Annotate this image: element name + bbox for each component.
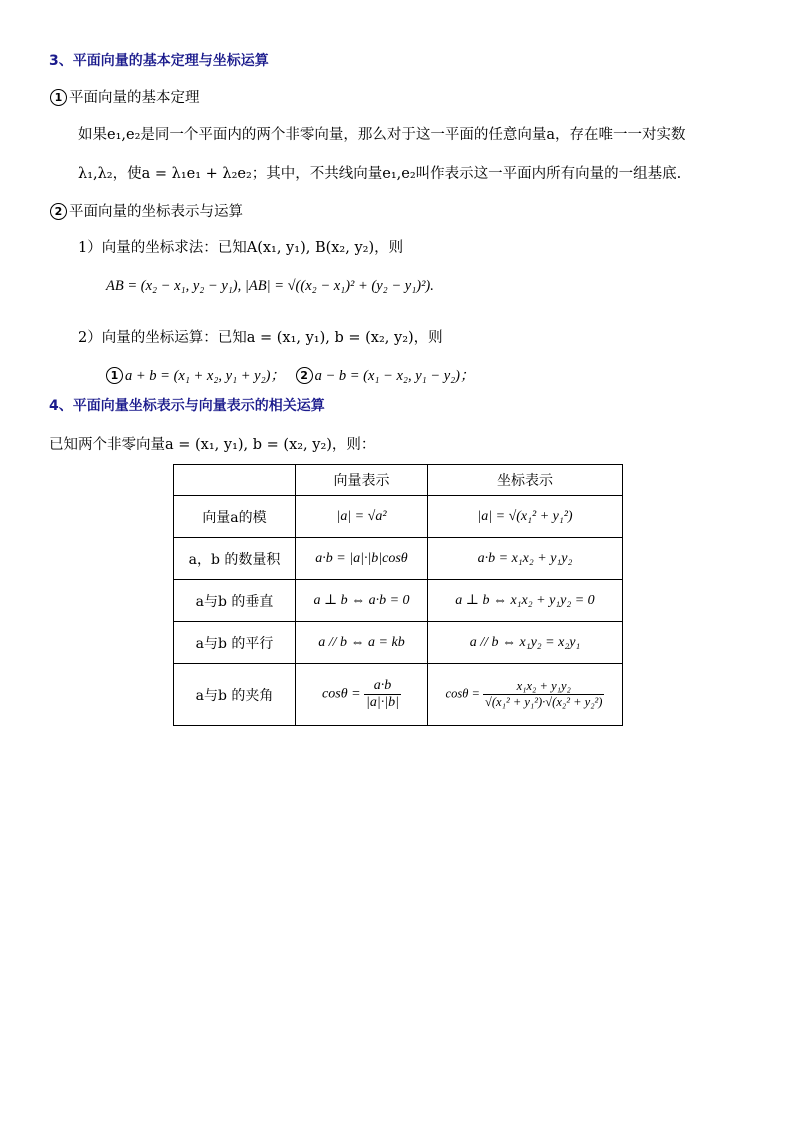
vector-expression: |a| = √a² [296, 496, 428, 538]
denominator: √(x₁² + y₁²)·√(x₂² + y₂²) [485, 695, 603, 709]
coord-method-label: 1）向量的坐标求法：已知A(x₁, y₁), B(x₂, y₂)，则 [78, 240, 404, 256]
circled-number: 1 [106, 367, 123, 384]
row-label: 向量a的模 [174, 496, 296, 538]
table-header-cell: 向量表示 [296, 465, 428, 496]
vector-expression: a·b = |a|·|b|cosθ [296, 538, 428, 580]
vector-expression: a ⊥ b ⇔ a·b = 0 [296, 580, 428, 622]
circled-number: 1 [50, 89, 67, 106]
vector-expression: a // b ⇔ a = kb [296, 622, 428, 664]
table-header-cell [174, 465, 296, 496]
subsection-title: 平面向量的基本定理 [69, 90, 200, 106]
row-label: a与b 的夹角 [174, 664, 296, 726]
coord-method-formula: AB = (x₂ − x₁, y₂ − y₁), |AB| = √((x₂ − x₁)² + (y₂ − y₁)²). [106, 278, 434, 294]
theorem-line-2: λ₁,λ₂，使a = λ₁e₁ + λ₂e₂；其中，不共线向量e₁,e₂叫作表示这一平面内所有向量的一组基底. [78, 166, 682, 182]
section4-intro: 已知两个非零向量a = (x₁, y₁), b = (x₂, y₂)，则： [49, 437, 376, 453]
table-row [174, 622, 623, 664]
coord-ops-formulas [106, 364, 475, 385]
table-row [174, 664, 623, 726]
table-row [174, 538, 623, 580]
table-row [174, 580, 623, 622]
numerator: a·b [364, 678, 401, 695]
table-header-row [174, 465, 623, 496]
circled-number: 2 [50, 203, 67, 220]
coordinate-expression: a // b ⇔ x₁y₂ = x₂y₁ [428, 622, 623, 664]
theorem-line-1: 如果e₁,e₂是同一个平面内的两个非零向量，那么对于这一平面的任意向量a，存在唯一一对实数 [78, 127, 686, 143]
coordinate-expression: a ⊥ b ⇔ x₁x₂ + y₁y₂ = 0 [428, 580, 623, 622]
row-label: a与b 的平行 [174, 622, 296, 664]
subsection-2 [50, 200, 243, 221]
vector-operations-table [173, 464, 623, 726]
vector-angle-expression [296, 664, 428, 726]
section4-heading: 4、平面向量坐标表示与向量表示的相关运算 [49, 398, 325, 414]
section3-heading: 3、平面向量的基本定理与坐标运算 [49, 53, 269, 69]
vector-sum-formula: a + b = (x₁ + x₂, y₁ + y₂)； [125, 368, 285, 384]
fraction [483, 679, 604, 710]
cos-lhs: cosθ = [322, 686, 361, 702]
circled-number: 2 [296, 367, 313, 384]
row-label: a，b 的数量积 [174, 538, 296, 580]
table-row [174, 496, 623, 538]
coordinate-expression: a·b = x₁x₂ + y₁y₂ [428, 538, 623, 580]
coordinate-expression: |a| = √(x₁² + y₁²) [428, 496, 623, 538]
numerator: x₁x₂ + y₁y₂ [483, 679, 604, 695]
denominator: |a|·|b| [366, 695, 399, 710]
subsection-title: 平面向量的坐标表示与运算 [69, 204, 243, 220]
row-label: a与b 的垂直 [174, 580, 296, 622]
coord-ops-label: 2）向量的坐标运算：已知a = (x₁, y₁), b = (x₂, y₂)，则 [78, 330, 443, 346]
coordinate-angle-expression [428, 664, 623, 726]
table-header-cell: 坐标表示 [428, 465, 623, 496]
subsection-1 [50, 86, 200, 107]
fraction [364, 678, 401, 711]
cos-lhs: cosθ = [445, 686, 480, 701]
vector-difference-formula: a − b = (x₁ − x₂, y₁ − y₂)； [314, 368, 475, 384]
